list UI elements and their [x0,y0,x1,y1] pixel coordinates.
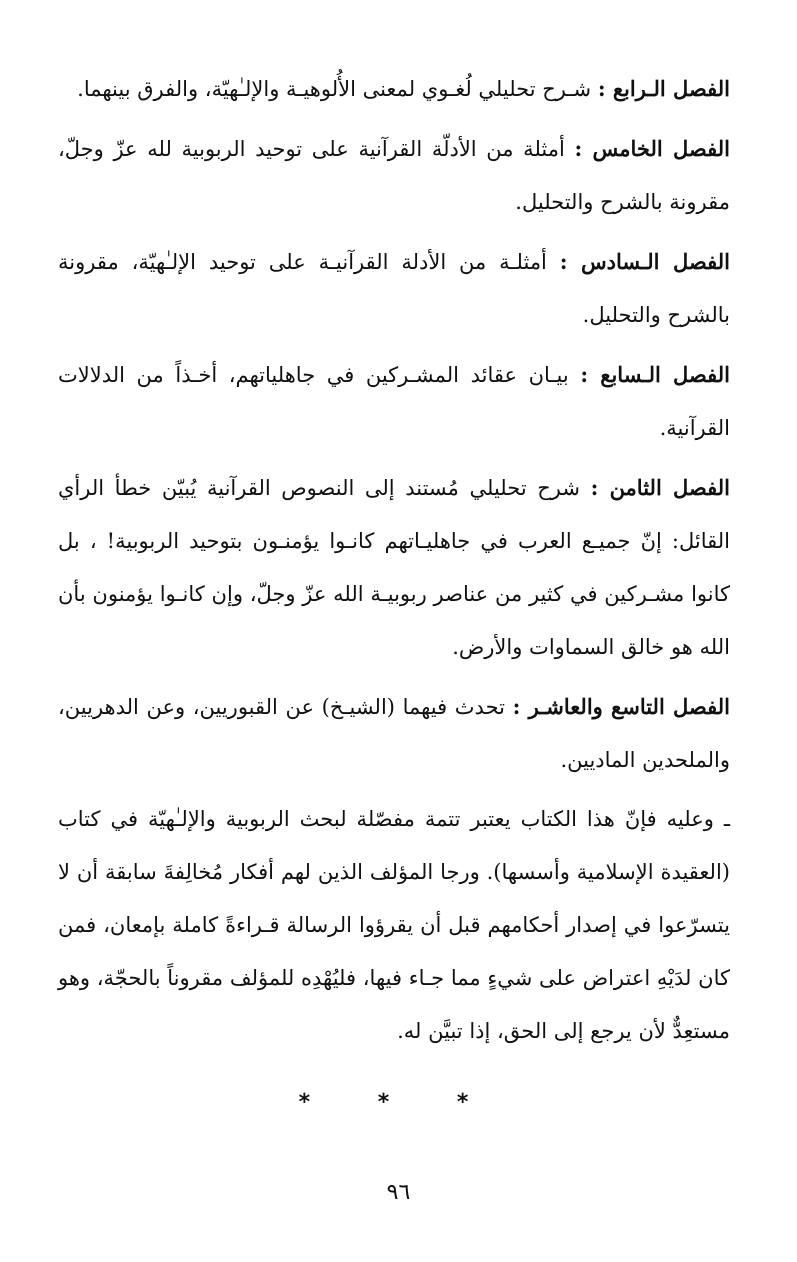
chapter-9-10-heading: الفصل التاسع والعاشـر : [512,694,730,719]
page-number: ٩٦ [386,1180,411,1205]
chapter-9-10-paragraph [58,680,730,787]
chapter-6-paragraph [58,235,730,342]
chapter-7-paragraph [58,348,730,455]
chapter-6-heading: الفصل الـسادس : [559,249,730,274]
chapter-5-paragraph [58,122,730,229]
chapter-5-text: أمثلة من الأدلّة القرآنية على توحيد الربوبية لله عزّ وجلّ، مقرونة بالشرح والتحليل. [58,137,730,214]
chapter-4-heading: الفصل الـرابع : [597,76,730,101]
chapter-9-10-text: تحدث فيهما (الشيـخ) عن القبوريين، وعن الدهريين، والملحدين الماديين. [58,695,730,772]
chapter-8-heading: الفصل الثامن : [590,475,730,500]
page-body [58,62,730,1064]
chapter-4-paragraph [58,62,730,116]
chapter-7-text: بيـان عقائد المشـركين في جاهلياتهم، أخـذاً من الدلالات القرآنية. [58,363,730,440]
chapter-8-paragraph [58,461,730,674]
chapter-8-text: شرح تحليلي مُستند إلى النصوص القرآنية يُبيّن خطأ الرأي القائل: إنّ جميـع العرب في جاهليـاتهم كانـوا يؤمنـون بتوحيد الربوبية! ، بل كانوا مشـركين في كثير من عناصر ربوبيـة الله عزّ وجلّ، وإن كانـوا يؤمنون بأن الله هو خالق السماوات والأرض. [58,476,730,659]
chapter-6-text: أمثلـة من الأدلة القرآنيـة على توحيد الإلـٰهيّة، مقرونة بالشرح والتحليل. [58,250,730,327]
closing-paragraph: ـ وعليه فإنّ هذا الكتاب يعتبر تتمة مفصّلة لبحث الربوبية والإلـٰهيّة في كتاب (العقيدة الإسلامية وأسسها). ورجا المؤلف الذين لهم أفكار مُخالِفةَ سابقة أن لا يتسرّعوا في إصدار أحكامهم قبل أن يقرؤوا الرسالة قـراءةً كاملة بإمعان، فمن كان لدَيْهِ اعتراض على شيءٍ مما جـاء فيها، فليُهْدِه للمؤلف مقروناً بالحجّة، وهو مستعِدٌّ لأن يرجع إلى الحق، إذا تبيَّن له. [58,807,730,1043]
chapter-4-text: شـرح تحليلي لُغـوي لمعنى الأُلوهيـة والإلـٰهيّة، والفرق بينهما. [77,77,598,101]
section-separator: * * * [298,1090,499,1115]
chapter-7-heading: الفصل الـسابع : [580,362,730,387]
chapter-5-heading: الفصل الخامس : [574,136,730,161]
